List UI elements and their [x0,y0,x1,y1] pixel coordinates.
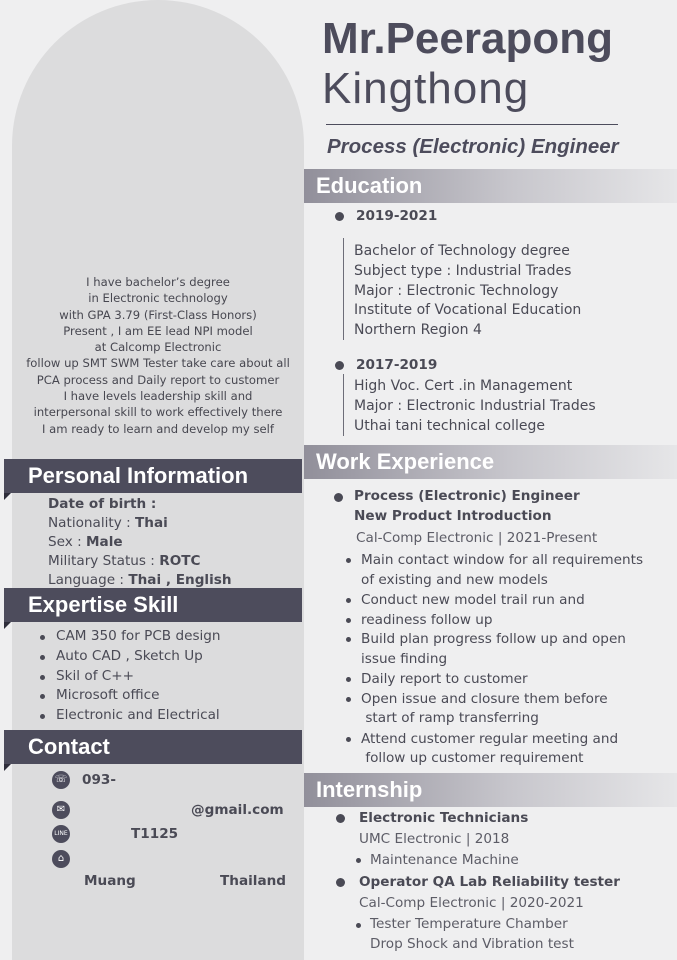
expertise-heading: Expertise Skill [4,588,302,622]
education-years: 2019-2021 [356,208,438,224]
home-icon: ⌂ [52,850,70,868]
language-value: Thai , English [128,572,232,588]
timeline-dot [335,212,344,221]
work-bullet: readiness follow up [361,612,493,628]
internship-heading: Internship [304,773,677,807]
bullet-dot [346,598,351,603]
summary-line: Present , I am EE lead NPI model [63,323,253,338]
personal-info-heading: Personal Information [4,459,302,493]
nationality-value: Thai [135,515,168,531]
work-experience-heading: Work Experience [304,445,677,479]
job-title: Process (Electronic) Engineer [327,135,619,158]
contact-heading: Contact [4,730,302,764]
summary-line: follow up SMT SWM Tester take care about all [26,356,290,371]
bullet-dot [40,694,45,699]
summary-line: interpersonal skill to work effectively there [33,405,283,420]
contact-line: T1125 [131,826,179,842]
timeline-dot [335,361,344,370]
nationality-row [48,515,168,531]
bullet-dot [346,697,351,702]
bullet-dot [346,618,351,623]
skill-item: Skil of C++ [56,668,135,684]
internship-company: Cal-Comp Electronic | 2020-2021 [359,895,584,911]
education-line: Major : Electronic Technology [354,283,559,299]
internship-role: Operator QA Lab Reliability tester [359,874,620,890]
summary-line: with GPA 3.79 (First-Class Honors) [59,307,257,322]
timeline-dot [336,814,345,823]
work-bullet: Attend customer regular meeting and [361,731,619,747]
name-last: Kingthong [322,64,530,113]
education-line: Uthai tani technical college [354,418,546,434]
timeline-line [343,374,344,436]
sex-value: Male [86,534,123,550]
military-label: Military Status : [48,553,155,569]
profile-summary [12,274,304,437]
bullet-dot [346,737,351,742]
education-line: Bachelor of Technology degree [354,243,570,259]
education-line: Northern Region 4 [354,322,482,338]
phone-icon: ☏ [52,771,70,789]
education-years: 2017-2019 [356,357,438,373]
internship-role: Electronic Technicians [359,810,529,826]
work-position: Process (Electronic) Engineer [354,488,580,504]
skill-item: Electronic and Electrical [56,707,220,723]
name-first: Mr.Peerapong [322,14,613,63]
timeline-dot [334,493,343,502]
work-bullet: Build plan progress follow up and open [361,631,626,647]
email-icon: ✉ [52,801,70,819]
header-divider [326,124,618,125]
education-heading: Education [304,169,677,203]
work-bullet: Daily report to customer [361,671,528,687]
bullet-dot [346,677,351,682]
bullet-dot [40,655,45,660]
summary-line: I am ready to learn and develop my self [42,421,274,436]
bullet-dot [346,637,351,642]
internship-detail: Tester Temperature Chamber [370,916,568,932]
education-line: High Voc. Cert .in Management [354,378,573,394]
work-company: Cal-Comp Electronic | 2021-Present [356,530,598,546]
contact-email: @gmail.com [191,802,284,818]
work-bullet: of existing and new models [361,572,548,588]
dob-label: Date of birth : [48,496,157,512]
work-bullet: start of ramp transferring [361,710,539,726]
education-line: Institute of Vocational Education [354,302,582,318]
education-line: Major : Electronic Industrial Trades [354,398,596,414]
summary-line: in Electronic technology [88,291,228,306]
summary-line: at Calcomp Electronic [94,340,222,355]
work-bullet: Main contact window for all requirements [361,552,644,568]
line-icon: LINE [52,825,70,843]
address-country: Thailand [220,873,287,889]
skill-item: Microsoft office [56,687,160,703]
timeline-dot [336,878,345,887]
summary-line: PCA process and Daily report to customer [36,372,280,387]
military-row [48,553,201,569]
skill-item: CAM 350 for PCB design [56,628,221,644]
bullet-dot [40,714,45,719]
work-department: New Product Introduction [354,508,552,524]
skill-item: Auto CAD , Sketch Up [56,648,203,664]
language-row [48,572,232,588]
summary-line: I have levels leadership skill and [63,389,253,404]
work-bullet: follow up customer requirement [361,750,584,766]
work-bullet: issue finding [361,651,448,667]
address-city: Muang [84,873,136,889]
education-line: Subject type : Industrial Trades [354,263,572,279]
work-bullet: Open issue and closure them before [361,691,608,707]
sex-label: Sex : [48,534,82,550]
summary-line: I have bachelor’s degree [86,275,230,289]
internship-detail: Drop Shock and Vibration test [370,936,574,952]
bullet-dot [346,558,351,563]
bullet-dot [40,635,45,640]
bullet-dot [356,923,361,928]
military-value: ROTC [159,553,201,569]
language-label: Language : [48,572,124,588]
sex-row [48,534,123,550]
bullet-dot [356,858,361,863]
bullet-dot [40,675,45,680]
work-bullet: Conduct new model trail run and [361,592,585,608]
nationality-label: Nationality : [48,515,131,531]
dob-row [48,496,156,512]
timeline-line [343,238,344,340]
internship-detail: Maintenance Machine [370,852,519,868]
contact-phone: 093- [82,772,117,788]
internship-company: UMC Electronic | 2018 [359,831,510,847]
